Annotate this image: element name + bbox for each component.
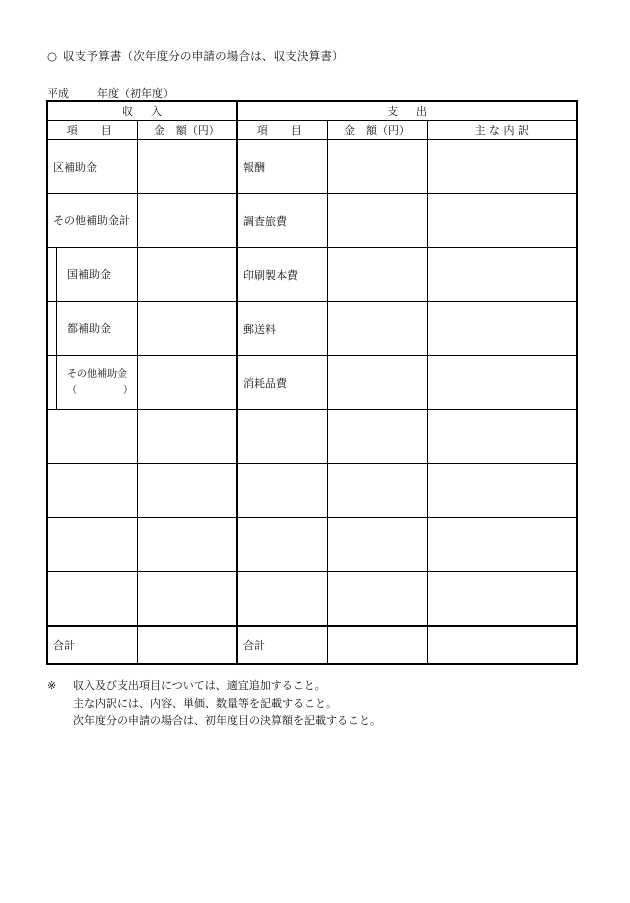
income-sub-item-cell[interactable] [47,356,137,410]
total-row [47,626,577,664]
circle-mark: ○ [47,49,58,63]
blank-row [47,572,577,627]
expense-header: 支出 [237,101,577,121]
expense-amount-cell[interactable] [327,410,427,464]
column-header-row [47,121,577,140]
income-amount-cell[interactable] [137,248,237,302]
expense-item-cell[interactable] [237,464,327,518]
expense-detail-cell[interactable] [427,518,577,572]
sub-item-bracket [50,248,57,301]
income-sub-item-label: その他補助金 [67,368,127,380]
expense-amount-cell[interactable] [327,194,427,248]
income-item-cell[interactable] [47,464,137,518]
era-label: 平成 [47,87,69,100]
income-amount-header: 金 額（円） [137,121,237,140]
income-sub-item-label: 都補助金 [67,321,111,335]
expense-detail-cell[interactable] [427,464,577,518]
expense-item-cell[interactable]: 消耗品費 [237,356,327,410]
expense-detail-header: 主 な 内 訳 [427,121,577,140]
income-amount-cell[interactable] [137,464,237,518]
expense-amount-header: 金 額（円） [327,121,427,140]
sub-item-bracket [50,356,57,409]
income-item-cell[interactable]: その他補助金計 [47,194,137,248]
income-item-cell[interactable] [47,572,137,627]
income-sub-item-cell[interactable] [47,248,137,302]
expense-amount-cell[interactable] [327,518,427,572]
table-row [47,302,577,356]
income-item-cell[interactable]: 区補助金 [47,140,137,194]
income-sub-item-cell[interactable] [47,302,137,356]
income-amount-cell[interactable] [137,572,237,627]
expense-total-label: 合計 [237,626,327,664]
income-item-cell[interactable] [47,410,137,464]
income-sub-item-label: 国補助金 [67,267,111,281]
income-item-cell[interactable] [47,518,137,572]
expense-detail-cell[interactable] [427,140,577,194]
expense-detail-cell[interactable] [427,194,577,248]
expense-item-cell[interactable]: 調査旅費 [237,194,327,248]
expense-amount-cell[interactable] [327,464,427,518]
expense-amount-cell[interactable] [327,356,427,410]
expense-item-cell[interactable]: 報酬 [237,140,327,194]
expense-detail-cell[interactable] [427,356,577,410]
income-item-header: 項 目 [47,121,137,140]
fiscal-year-line [47,85,174,101]
expense-amount-cell[interactable] [327,140,427,194]
table-row [47,140,577,194]
expense-item-cell[interactable] [237,518,327,572]
note-line: 次年度分の申請の場合は、初年度目の決算額を記載すること。 [73,714,381,727]
expense-amount-cell[interactable] [327,302,427,356]
income-header: 収入 [47,101,237,121]
blank-row [47,410,577,464]
table-row [47,248,577,302]
income-amount-cell[interactable] [137,356,237,410]
expense-detail-cell[interactable] [427,248,577,302]
expense-amount-cell[interactable] [327,248,427,302]
expense-total-detail[interactable] [427,626,577,664]
document-title [47,48,344,64]
income-total-amount[interactable] [137,626,237,664]
sub-item-bracket [50,302,57,355]
section-header-row [47,101,577,121]
expense-amount-cell[interactable] [327,572,427,627]
income-total-label: 合計 [47,626,137,664]
expense-detail-cell[interactable] [427,572,577,627]
expense-item-cell[interactable]: 郵送料 [237,302,327,356]
expense-detail-cell[interactable] [427,302,577,356]
income-amount-cell[interactable] [137,194,237,248]
note-line: ※ 収入及び支出項目については、適宜追加すること。 [47,677,381,695]
expense-item-cell[interactable] [237,572,327,627]
income-amount-cell[interactable] [137,518,237,572]
expense-item-header: 項 目 [237,121,327,140]
income-amount-cell[interactable] [137,302,237,356]
paren-blank[interactable]: （ ） [67,384,133,396]
expense-detail-cell[interactable] [427,410,577,464]
expense-item-cell[interactable]: 印刷製本費 [237,248,327,302]
document-title-text: 収支予算書（次年度分の申請の場合は、収支決算書） [63,49,344,63]
table-row [47,356,577,410]
expense-total-amount[interactable] [327,626,427,664]
notes [47,677,381,730]
note-line: 主な内訳には、内容、単価、数量等を記載すること。 [73,696,337,710]
fiscal-year-label: 年度（初年度） [97,87,174,100]
budget-table [46,100,578,665]
blank-row [47,464,577,518]
table-row [47,194,577,248]
blank-row [47,518,577,572]
income-amount-cell[interactable] [137,410,237,464]
note-mark: ※ [47,679,57,692]
income-amount-cell[interactable] [137,140,237,194]
expense-item-cell[interactable] [237,410,327,464]
